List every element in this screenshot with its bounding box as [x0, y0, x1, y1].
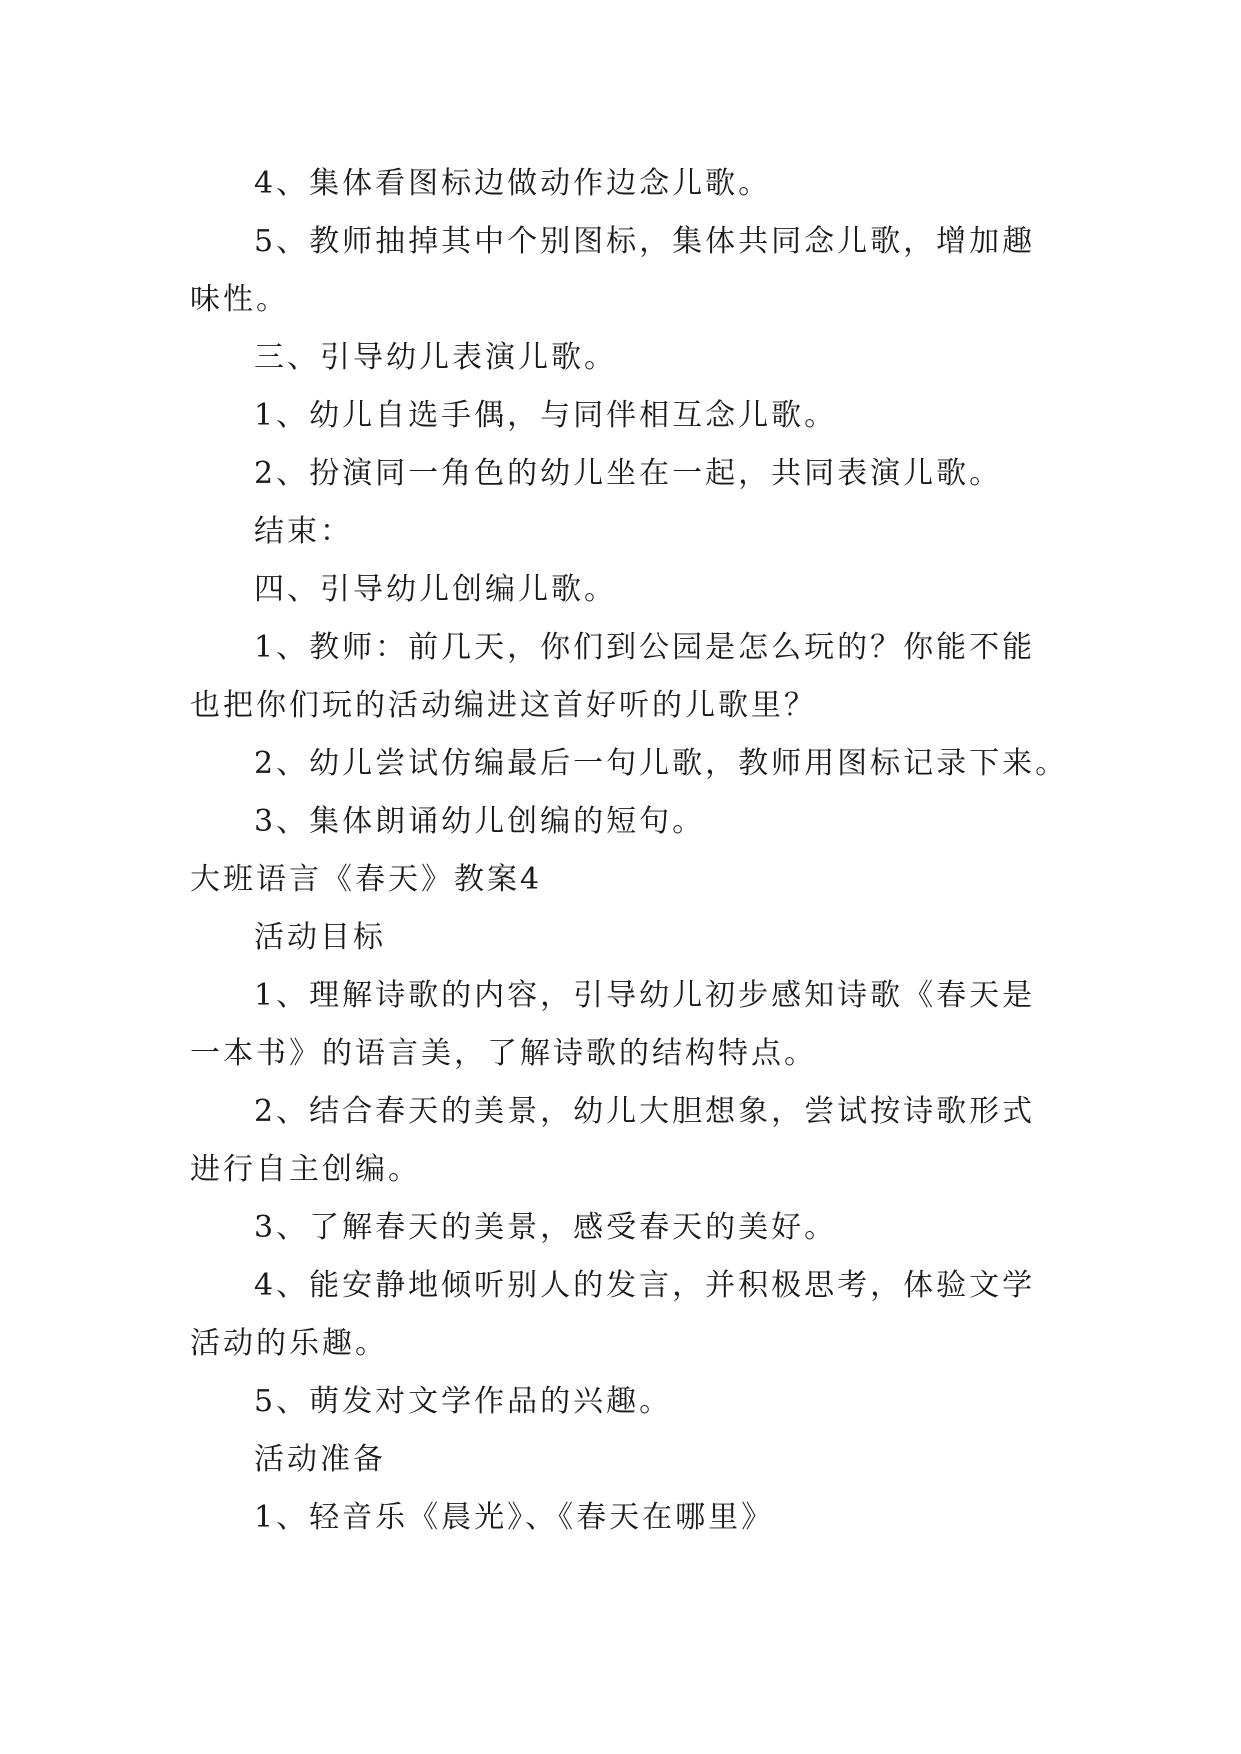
goal-5: 5、萌发对文学作品的兴趣。: [254, 1384, 673, 1419]
goal-3: 3、了解春天的美景，感受春天的美好。: [254, 1210, 838, 1245]
goal-2: 2、结合春天的美景，幼儿大胆想象，尝试按诗歌形式: [254, 1094, 1036, 1129]
section-3-item-2: 2、扮演同一角色的幼儿坐在一起，共同表演儿歌。: [254, 456, 1003, 491]
activity-preparation-heading: 活动准备: [254, 1442, 386, 1477]
goal-2-continuation: 进行自主创编。: [190, 1152, 421, 1187]
section-4-heading: 四、引导幼儿创编儿歌。: [254, 572, 617, 607]
ending-label: 结束：: [254, 514, 353, 549]
section-3-item-1: 1、幼儿自选手偶，与同伴相互念儿歌。: [254, 398, 838, 433]
activity-goals-heading: 活动目标: [254, 920, 386, 955]
section-4-item-3: 3、集体朗诵幼儿创编的短句。: [254, 804, 706, 839]
section-4-item-1-continuation: 也把你们玩的活动编进这首好听的儿歌里？: [190, 688, 817, 723]
goal-4: 4、能安静地倾听别人的发言，并积极思考，体验文学: [254, 1268, 1036, 1303]
step-5-line: 5、教师抽掉其中个别图标，集体共同念儿歌，增加趣: [254, 224, 1036, 259]
section-3-heading: 三、引导幼儿表演儿歌。: [254, 340, 617, 375]
step-4-line: 4、集体看图标边做动作边念儿歌。: [254, 166, 772, 201]
preparation-item-1: 1、轻音乐《晨光》、《春天在哪里》: [254, 1500, 775, 1535]
lesson-title: 大班语言《春天》教案4: [190, 862, 543, 897]
goal-1: 1、理解诗歌的内容，引导幼儿初步感知诗歌《春天是: [254, 978, 1036, 1013]
goal-1-continuation: 一本书》的语言美，了解诗歌的结构特点。: [190, 1036, 817, 1071]
section-4-item-1: 1、教师：前几天，你们到公园是怎么玩的？你能不能: [254, 630, 1036, 665]
step-5-continuation: 味性。: [190, 282, 289, 317]
goal-4-continuation: 活动的乐趣。: [190, 1326, 388, 1361]
section-4-item-2: 2、幼儿尝试仿编最后一句儿歌，教师用图标记录下来。: [254, 746, 1069, 781]
